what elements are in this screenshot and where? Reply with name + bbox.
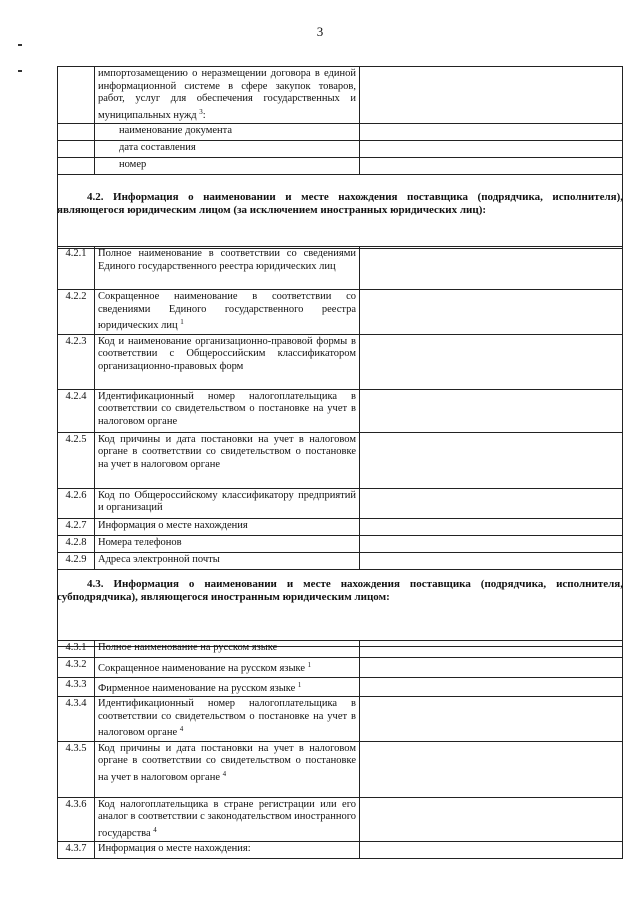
row-description: Код налогоплательщика в стране регистрации или его аналог в соответствии с законодательством иностранного государства $^4$ — [95, 797, 360, 842]
value-cell[interactable] — [360, 158, 623, 175]
row-number: 4.3.6 — [58, 797, 95, 842]
row-number: 4.3.1 — [58, 641, 95, 658]
value-cell[interactable] — [360, 677, 623, 697]
value-cell[interactable] — [360, 842, 623, 859]
row-number: 4.3.5 — [58, 741, 95, 797]
row-description: Код причины и дата постановки на учет в налоговом органе в соответствии со свидетельством о постановке на учет в налоговом органе $^4$ — [95, 741, 360, 797]
table-row: наименование документа — [58, 124, 623, 141]
row-number: 4.3.2 — [58, 658, 95, 678]
value-cell[interactable] — [360, 535, 623, 552]
top-table — [57, 66, 623, 249]
intro-cell: импортозамещению о неразмещении договора в единой информационной системе в сфере закупок товаров, работ, услуг для обеспечения государственных и муниципальных нужд $^3$: — [95, 67, 360, 124]
table-row — [58, 641, 623, 658]
value-cell[interactable] — [360, 124, 623, 141]
row-number: 4.3.4 — [58, 697, 95, 742]
table-row — [58, 67, 623, 124]
value-cell[interactable] — [360, 247, 623, 290]
row-number: 4.2.3 — [58, 334, 95, 389]
table-row — [58, 797, 623, 842]
table-row — [58, 432, 623, 488]
row-description: Информация о месте нахождения — [95, 518, 360, 535]
row-description: Идентификационный номер налогоплательщика в соответствии со свидетельством о постановке на учет в налоговом органе $^4$ — [95, 697, 360, 742]
value-cell[interactable] — [360, 797, 623, 842]
section-heading-4-2: 4.2. Информация о наименовании и месте нахождения поставщика (подрядчика, исполнителя), являющегося юридическим лицом (за исключением иностранных юридических лиц): — [57, 191, 623, 216]
value-cell[interactable] — [360, 641, 623, 658]
value-cell[interactable] — [360, 518, 623, 535]
table-row — [58, 697, 623, 742]
row-description: Адреса электронной почты — [95, 552, 360, 569]
table-row — [58, 247, 623, 290]
value-cell[interactable] — [360, 290, 623, 335]
value-cell[interactable] — [360, 141, 623, 158]
value-cell[interactable] — [360, 741, 623, 797]
footnote-ref: 4 — [153, 825, 157, 834]
row-description: Информация о месте нахождения: — [95, 842, 360, 859]
footnote-ref: 1 — [297, 680, 302, 689]
row-number: 4.2.8 — [58, 535, 95, 552]
table-row — [58, 334, 623, 389]
table-row — [58, 658, 623, 678]
section-4-3-table — [57, 640, 623, 859]
footnote-ref: 4 — [179, 725, 184, 733]
table-row: номер — [58, 158, 623, 175]
table-row — [58, 290, 623, 335]
margin-mark — [18, 70, 22, 72]
value-cell[interactable] — [360, 334, 623, 389]
row-number: 4.3.7 — [58, 842, 95, 859]
table-row — [58, 741, 623, 797]
row-number: 4.3.3 — [58, 677, 95, 697]
table-row — [58, 677, 623, 697]
row-number: 4.2.9 — [58, 552, 95, 569]
section-heading-4-3: 4.3. Информация о наименовании и месте нахождения поставщика (подрядчика, исполнителя, субподрядчика), являющегося иностранным юридическим лицом: — [57, 578, 623, 603]
table-row — [58, 518, 623, 535]
row-description: Номера телефонов — [95, 535, 360, 552]
row-description: Код и наименование организационно-правовой формы в соответствии с Общероссийским классификатором организационно-правовых форм — [95, 334, 360, 389]
row-number: 4.2.5 — [58, 432, 95, 488]
value-cell[interactable] — [360, 697, 623, 742]
table-row — [58, 552, 623, 569]
footnote-ref: 1 — [180, 318, 184, 326]
table-row — [58, 535, 623, 552]
table-row — [58, 842, 623, 859]
row-number: 4.2.1 — [58, 247, 95, 290]
value-cell[interactable] — [360, 389, 623, 432]
row-number: 4.2.6 — [58, 488, 95, 518]
row-description: Сокращенное наименование в соответствии со сведениями Единого государственного реестра юридических лиц $^1$ — [95, 290, 360, 335]
row-description: Полное наименование в соответствии со сведениями Единого государственного реестра юридических лиц — [95, 247, 360, 290]
footnote-ref: 4 — [222, 769, 227, 778]
value-cell[interactable] — [360, 488, 623, 518]
page-number: 3 — [316, 24, 324, 39]
value-cell[interactable] — [360, 552, 623, 569]
row-number: 4.2.4 — [58, 389, 95, 432]
row-description: Идентификационный номер налогоплательщика в соответствии со свидетельством о постановке на учет в налоговом органе — [95, 389, 360, 432]
table-row — [58, 389, 623, 432]
row-description: Код по Общероссийскому классификатору предприятий и организаций — [95, 488, 360, 518]
row-description: Фирменное наименование на русском языке $^1$ — [95, 677, 360, 697]
table-row: дата составления — [58, 141, 623, 158]
row-description: Код причины и дата постановки на учет в налоговом органе в соответствии со свидетельством о постановке на учет в налоговом органе — [95, 432, 360, 488]
row-number: 4.2.7 — [58, 518, 95, 535]
value-cell[interactable] — [360, 658, 623, 678]
row-description: Полное наименование на русском языке — [95, 641, 360, 658]
margin-mark — [18, 44, 22, 46]
row-number: 4.2.2 — [58, 290, 95, 335]
row-description: Сокращенное наименование на русском языке $^1$ — [95, 658, 360, 678]
value-cell[interactable] — [360, 432, 623, 488]
value-cell[interactable] — [360, 67, 623, 124]
footnote-ref: 1 — [307, 661, 312, 669]
table-row — [58, 488, 623, 518]
